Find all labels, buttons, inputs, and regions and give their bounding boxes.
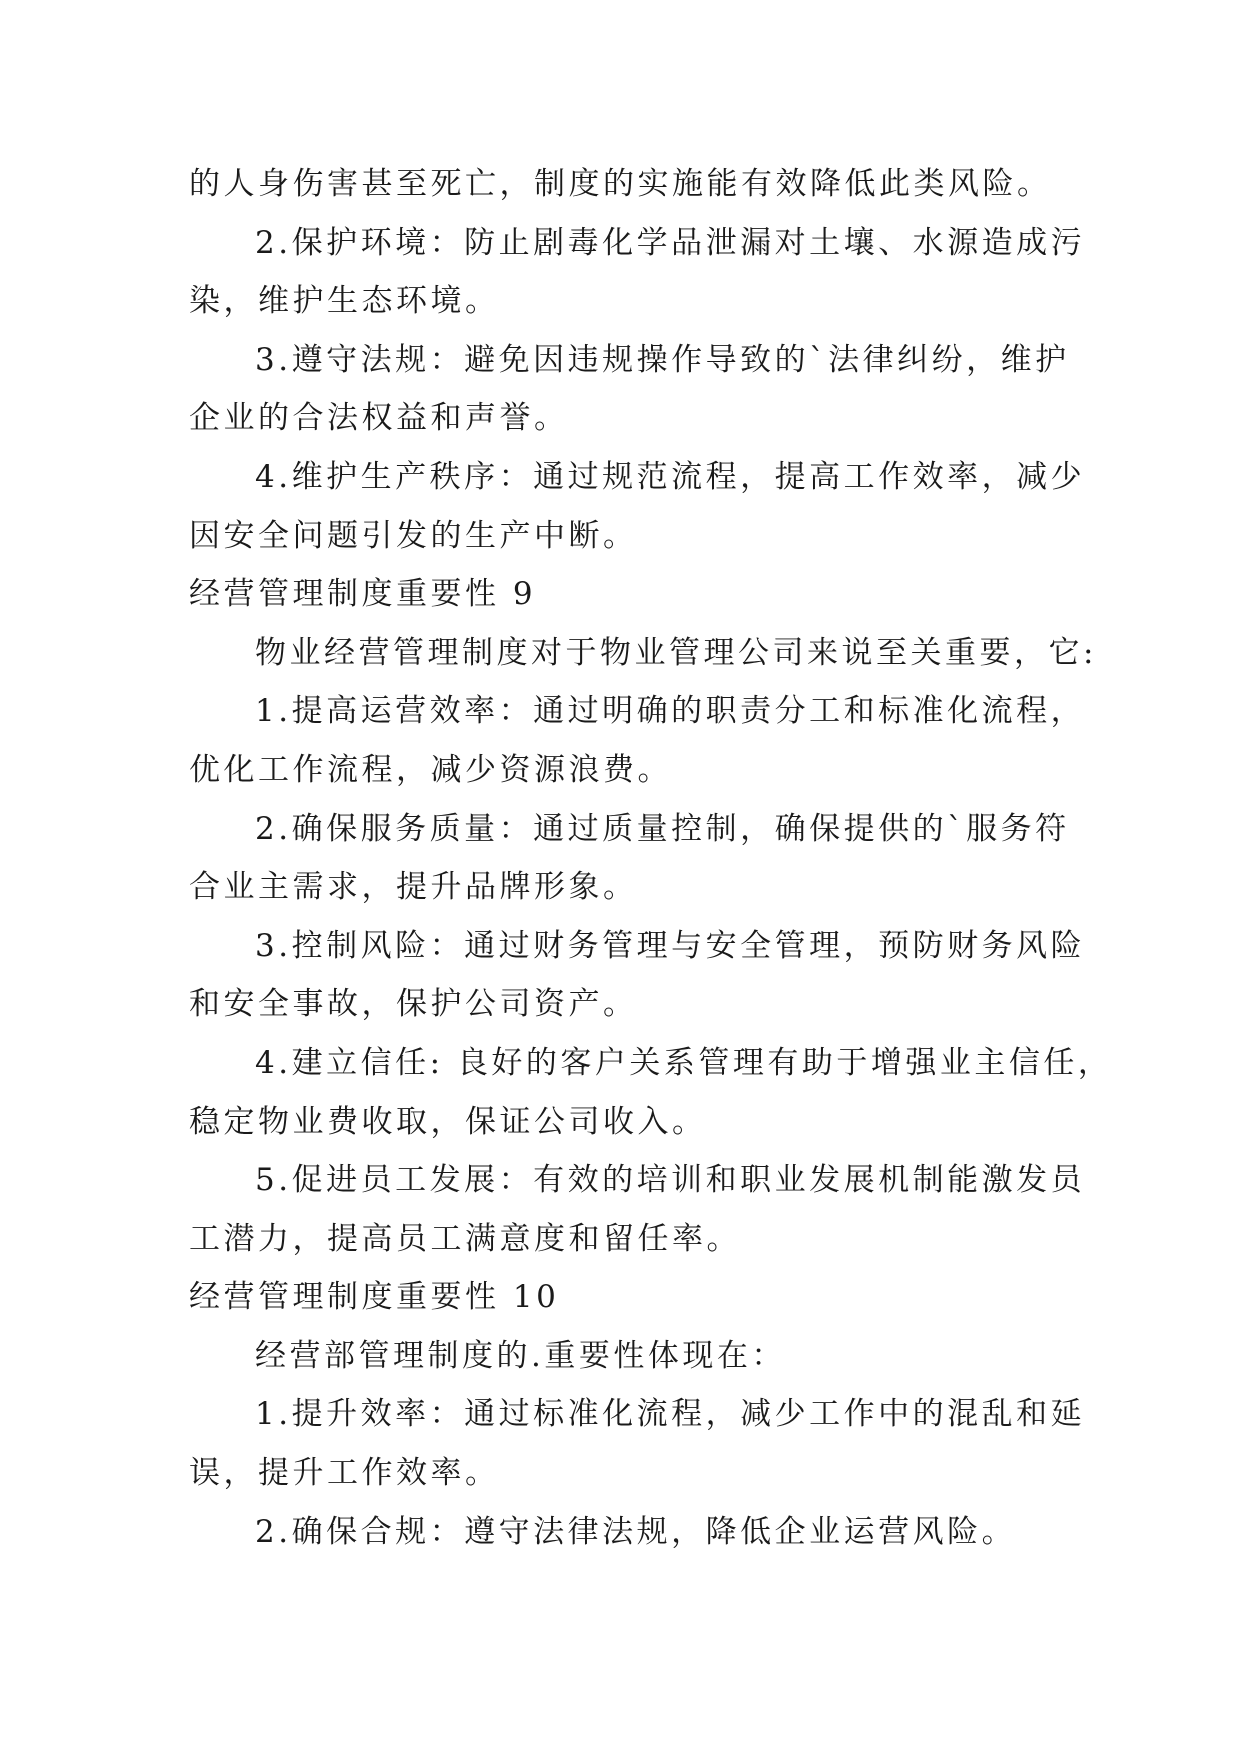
list-item-control-risk: 3.控制风险：通过财务管理与安全管理，预防财务风险 xyxy=(255,927,1086,964)
list-item-protect-environment: 2.保护环境：防止剧毒化学品泄漏对土壤、水源造成污 xyxy=(255,224,1086,261)
text-line: 因安全问题引发的生产中断。 xyxy=(189,517,638,554)
section-intro: 经营部管理制度的.重要性体现在： xyxy=(255,1337,786,1374)
text-line: 的人身伤害甚至死亡，制度的实施能有效降低此类风险。 xyxy=(189,166,1052,202)
text-line: 误，提升工作效率。 xyxy=(189,1455,500,1492)
document-body xyxy=(189,155,1113,1561)
list-item-comply-regulations: 3.遵守法规：避免因违规操作导致的`法律纠纷，维护 xyxy=(255,341,1070,378)
section-intro: 物业经营管理制度对于物业管理公司来说至关重要，它: xyxy=(255,634,1097,671)
list-item-service-quality: 2.确保服务质量：通过质量控制，确保提供的`服务符 xyxy=(255,810,1070,847)
list-item-improve-efficiency: 1.提升效率：通过标准化流程，减少工作中的混乱和延 xyxy=(255,1396,1086,1433)
list-item-efficiency: 1.提高运营效率：通过明确的职责分工和标准化流程， xyxy=(255,693,1086,730)
text-line: 企业的合法权益和声誉。 xyxy=(189,400,569,437)
text-line: 优化工作流程，减少资源浪费。 xyxy=(189,751,672,788)
list-item-staff-development: 5.促进员工发展：有效的培训和职业发展机制能激发员 xyxy=(255,1162,1086,1199)
section-heading-9: 经营管理制度重要性 9 xyxy=(189,576,537,613)
list-item-production-order: 4.维护生产秩序：通过规范流程，提高工作效率，减少 xyxy=(255,458,1086,495)
text-line: 合业主需求，提升品牌形象。 xyxy=(189,869,638,906)
text-line: 工潜力，提高员工满意度和留任率。 xyxy=(189,1220,741,1257)
list-item-build-trust: 4.建立信任: 良好的客户关系管理有助于增强业主信任， xyxy=(255,1044,1113,1081)
list-item-ensure-compliance: 2.确保合规：遵守法律法规，降低企业运营风险。 xyxy=(255,1513,1017,1550)
text-line: 稳定物业费收取，保证公司收入。 xyxy=(189,1103,707,1140)
text-line: 和安全事故，保护公司资产。 xyxy=(189,986,638,1023)
section-heading-10: 经营管理制度重要性 10 xyxy=(189,1279,560,1316)
text-line: 染，维护生态环境。 xyxy=(189,283,500,320)
